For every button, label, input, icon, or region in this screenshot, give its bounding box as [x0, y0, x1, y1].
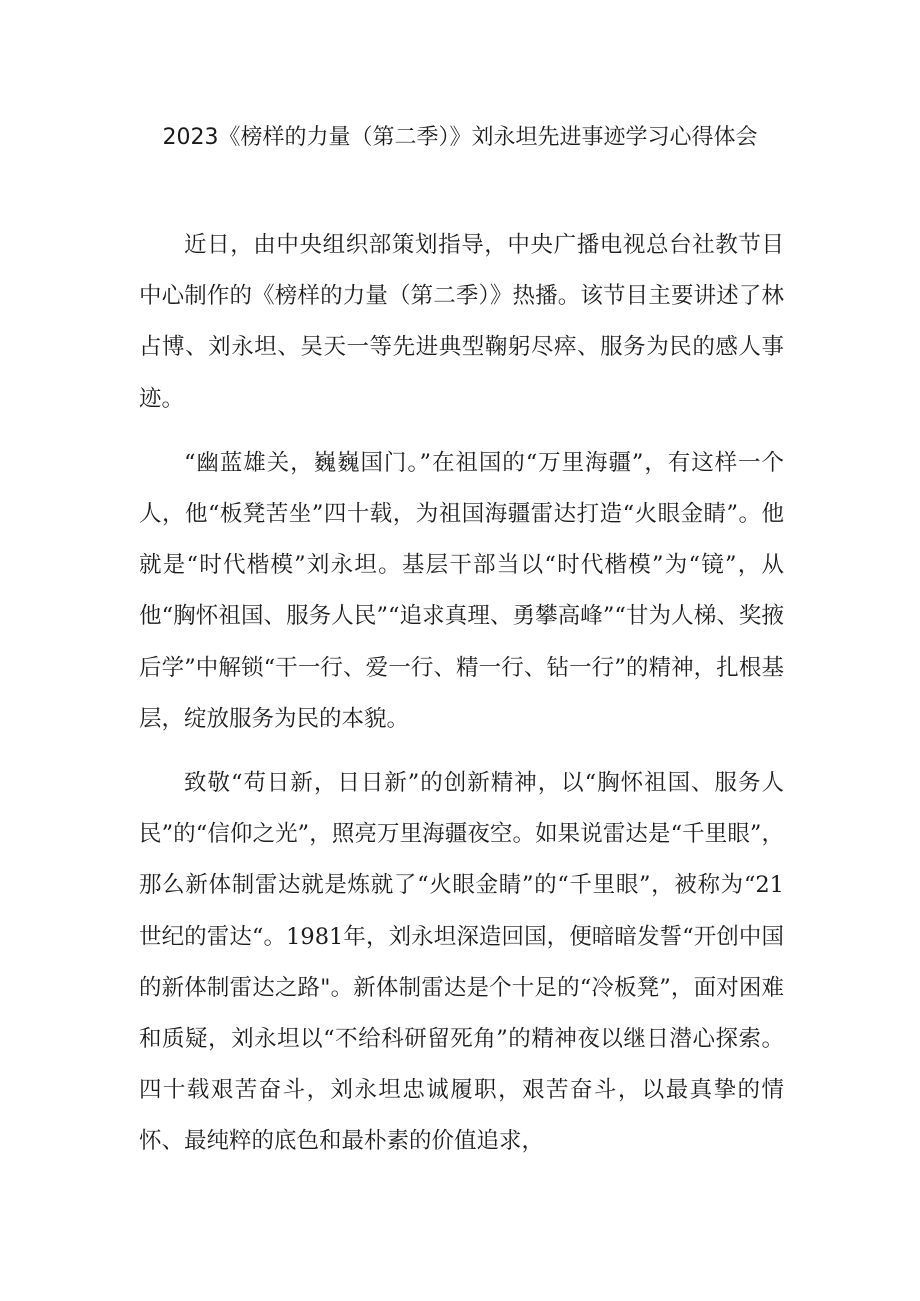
paragraph-2: “幽蓝雄关，巍巍国门。”在祖国的“万里海疆”，有这样一个人，他“板凳苦坐”四十载，为祖国海疆雷达打造“火眼金睛”。他就是“时代楷模”刘永坦。基层干部当以“时代楷模”为“镜”，从他“胸怀祖国、服务人民”“追求真理、勇攀高峰”“甘为人梯、奖掖后学”中解锁“干一行、爱一行、精一行、钻一行”的精神，扎根基层，绽放服务为民的本貌。	[139, 449, 784, 732]
document-title: 2023《榜样的力量（第二季）》刘永坦先进事迹学习心得体会	[162, 125, 758, 150]
paragraph-1: 近日，由中央组织部策划指导，中央广播电视总台社教节目中心制作的《榜样的力量（第二季）》热播。该节目主要讲述了林占博、刘永坦、吴天一等先进典型鞠躬尽瘁、服务为民的感人事迹。	[139, 232, 784, 412]
document-body	[139, 220, 784, 1181]
paragraph-3: 致敬“苟日新，日日新”的创新精神，以“胸怀祖国、服务人民”的“信仰之光”，照亮万里海疆夜空。如果说雷达是“千里眼”，那么新体制雷达就是炼就了“火眼金睛”的“千里眼”，被称为“21世纪的雷达“。1981年，刘永坦深造回国，便暗暗发誓“开创中国的新体制雷达之路"。新体制雷达是个十足的“冷板凳”，面对困难和质疑，刘永坦以“不给科研留死角”的精神夜以继日潜心探索。四十载艰苦奋斗，刘永坦忠诚履职，艰苦奋斗，以最真挚的情怀、最纯粹的底色和最朴素的价值追求，	[139, 770, 784, 1155]
